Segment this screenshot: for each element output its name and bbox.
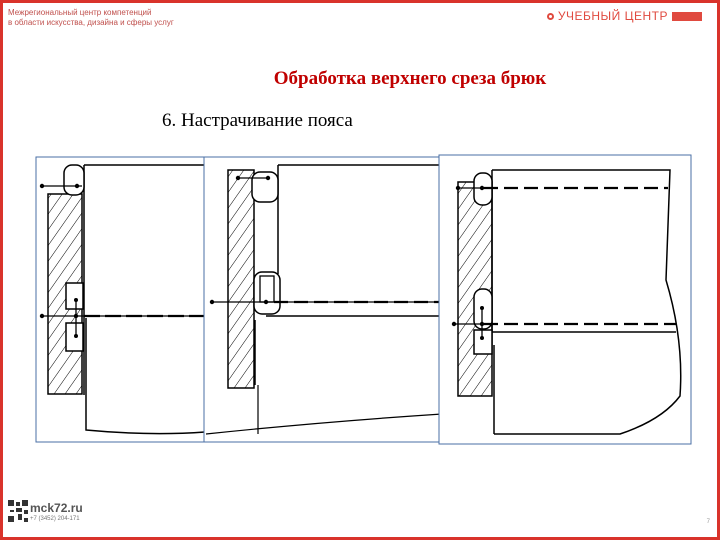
slide-title: Обработка верхнего среза брюк xyxy=(273,68,547,89)
diagram-panel-1 xyxy=(36,157,211,442)
org-line-2: в области искусства, дизайна и сферы услуг xyxy=(8,18,174,27)
slide-subtitle: 6. Настрачивание пояса xyxy=(162,110,353,131)
qr-code-icon xyxy=(8,500,28,522)
diagram-panel-2 xyxy=(204,157,442,442)
page-number: 7 xyxy=(706,519,710,525)
org-line-1: Межрегиональный центр компетенций xyxy=(8,8,152,17)
brand-name: УЧЕБНЫЙ ЦЕНТР xyxy=(557,9,668,23)
diagram-panel-3 xyxy=(439,155,691,444)
footer-phone: +7 (3452) 204-171 xyxy=(30,516,80,522)
footer-site: mck72.ru xyxy=(30,501,83,515)
